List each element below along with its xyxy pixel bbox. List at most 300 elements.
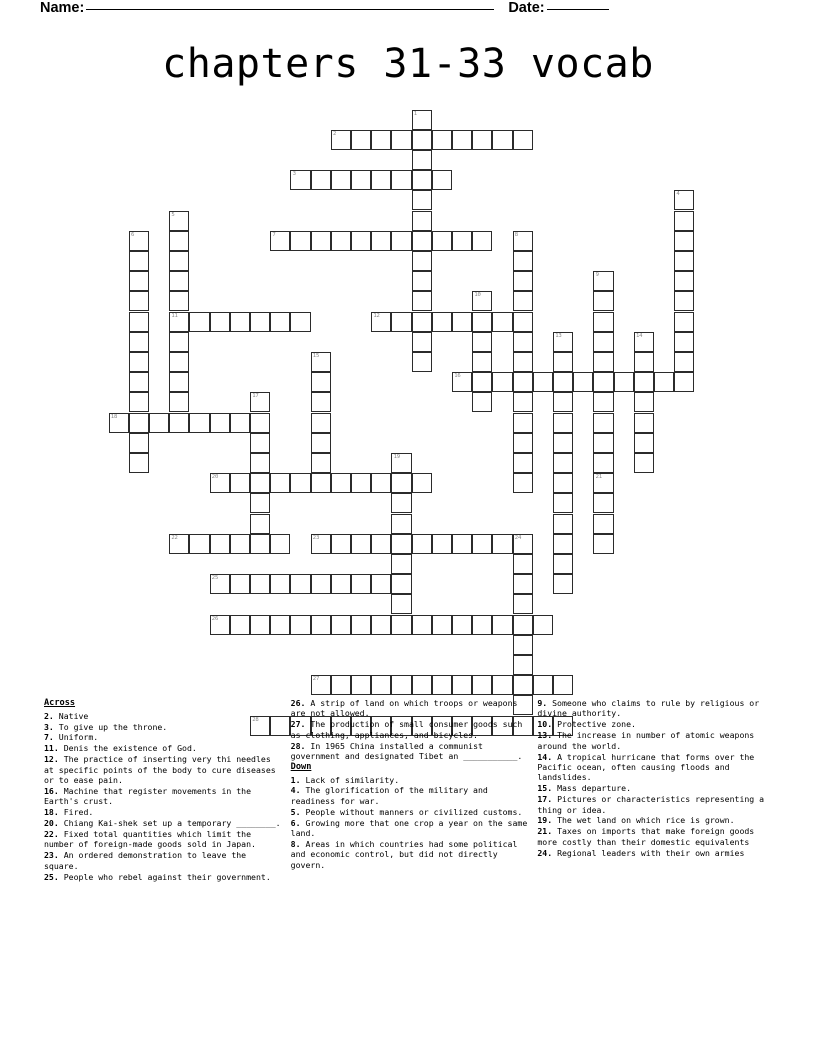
grid-cell[interactable] <box>553 534 573 554</box>
grid-cell[interactable] <box>472 231 492 251</box>
grid-cell[interactable] <box>210 574 230 594</box>
grid-cell[interactable] <box>371 130 391 150</box>
grid-cell[interactable] <box>351 473 371 493</box>
grid-cell[interactable] <box>412 312 432 332</box>
clue-number: 15. <box>537 783 553 794</box>
grid-cell[interactable] <box>593 453 613 473</box>
grid-cell[interactable] <box>412 211 432 231</box>
grid-cell[interactable] <box>674 291 694 311</box>
grid-cell[interactable] <box>432 534 452 554</box>
clue-across-18: 18. Fired. <box>44 807 94 818</box>
grid-cell[interactable] <box>412 170 432 190</box>
grid-cell[interactable] <box>654 372 674 392</box>
clue-across-16: 16. Machine that register movements in the Earth's crust. <box>44 785 252 807</box>
grid-cell[interactable] <box>250 574 270 594</box>
grid-cell[interactable] <box>189 534 209 554</box>
grid-cell[interactable] <box>250 453 270 473</box>
grid-cell[interactable] <box>533 372 553 392</box>
grid-cell[interactable] <box>674 372 694 392</box>
grid-cell[interactable] <box>270 534 290 554</box>
grid-cell[interactable] <box>634 453 654 473</box>
grid-cell[interactable] <box>331 574 351 594</box>
clue-across-28: 28. In 1965 China installed a communist government and designated Tibet an ___________. <box>290 740 523 762</box>
grid-cell[interactable] <box>169 413 189 433</box>
grid-cell[interactable] <box>371 231 391 251</box>
grid-cell[interactable] <box>513 130 533 150</box>
grid-cell[interactable] <box>492 312 512 332</box>
clue-number: 20. <box>44 818 59 829</box>
grid-cell-number: 10 <box>474 292 481 299</box>
grid-cell[interactable] <box>513 251 533 271</box>
grid-cell-number: 25 <box>211 575 219 582</box>
grid-cell[interactable] <box>432 675 452 695</box>
grid-cell-number: 1 <box>413 110 417 117</box>
grid-cell[interactable] <box>169 211 189 231</box>
grid-cell[interactable] <box>513 473 533 493</box>
grid-cell[interactable] <box>472 130 492 150</box>
grid-cell[interactable] <box>169 352 189 372</box>
grid-cell[interactable] <box>472 534 492 554</box>
grid-cell[interactable] <box>593 352 613 372</box>
grid-cell[interactable] <box>391 493 411 513</box>
clue-down-1: 1. Lack of similarity. <box>290 774 400 785</box>
clue-column-2 <box>291 698 538 968</box>
grid-cell[interactable] <box>593 534 613 554</box>
grid-cell[interactable] <box>513 231 533 251</box>
grid-cell[interactable] <box>452 312 472 332</box>
grid-cell[interactable] <box>371 312 391 332</box>
grid-cell[interactable] <box>351 231 371 251</box>
grid-cell[interactable] <box>513 655 533 675</box>
grid-cell[interactable] <box>210 534 230 554</box>
grid-cell[interactable] <box>311 574 331 594</box>
grid-cell[interactable] <box>351 574 371 594</box>
clue-number: 18. <box>44 807 59 818</box>
grid-cell[interactable] <box>391 534 411 554</box>
clue-across-12: 12. The practice of inserting very thi needles at specific points of the body to cure diseases or to ease pain. <box>44 754 276 786</box>
grid-cell-number: 13 <box>555 332 562 339</box>
page-title: chapters 31-33 vocab <box>162 41 654 87</box>
grid-cell[interactable] <box>331 615 351 635</box>
grid-cell-number: 2 <box>332 130 337 137</box>
grid-cell[interactable] <box>513 413 533 433</box>
clue-across-27: 27. The production of small consumer goods such as clothing, appliances, and bicycles. <box>290 719 523 740</box>
grid-cell[interactable] <box>250 534 270 554</box>
grid-cell[interactable] <box>674 352 694 372</box>
grid-cell[interactable] <box>169 392 189 412</box>
grid-cell[interactable] <box>674 312 694 332</box>
grid-cell[interactable] <box>553 453 573 473</box>
grid-cell[interactable] <box>189 312 209 332</box>
grid-cell[interactable] <box>371 615 391 635</box>
grid-cell[interactable] <box>513 291 533 311</box>
grid-cell-number: 24 <box>514 534 522 541</box>
grid-cell[interactable] <box>513 534 533 554</box>
grid-cell[interactable] <box>210 615 230 635</box>
grid-cell[interactable] <box>593 271 613 291</box>
grid-cell[interactable] <box>391 514 411 534</box>
grid-cell[interactable] <box>169 291 189 311</box>
grid-cell[interactable] <box>250 493 270 513</box>
grid-cell[interactable] <box>129 312 149 332</box>
clue-down-10: 10. Protective zone. <box>537 719 636 730</box>
grid-cell[interactable] <box>129 413 149 433</box>
grid-cell[interactable] <box>250 473 270 493</box>
grid-cell[interactable] <box>452 534 472 554</box>
grid-cell[interactable] <box>290 312 310 332</box>
grid-cell[interactable] <box>331 170 351 190</box>
down-heading: Down <box>290 761 312 772</box>
grid-cell[interactable] <box>513 392 533 412</box>
grid-cell[interactable] <box>311 392 331 412</box>
grid-cell[interactable] <box>492 615 512 635</box>
clue-down-19: 19. The wet land on which rice is grown. <box>537 815 735 826</box>
grid-cell[interactable] <box>311 675 331 695</box>
grid-cell[interactable] <box>290 615 310 635</box>
grid-cell[interactable] <box>331 473 351 493</box>
grid-cell[interactable] <box>412 231 432 251</box>
grid-cell[interactable] <box>250 615 270 635</box>
grid-cell[interactable] <box>391 170 411 190</box>
grid-cell[interactable] <box>230 615 250 635</box>
grid-cell[interactable] <box>513 433 533 453</box>
grid-cell[interactable] <box>129 433 149 453</box>
grid-cell[interactable] <box>412 473 432 493</box>
grid-cell[interactable] <box>412 271 432 291</box>
grid-cell[interactable] <box>311 231 331 251</box>
grid-cell[interactable] <box>129 392 149 412</box>
grid-cell[interactable] <box>553 554 573 574</box>
grid-cell-number: 23 <box>312 534 320 541</box>
grid-cell[interactable] <box>311 473 331 493</box>
grid-cell[interactable] <box>593 514 613 534</box>
grid-cell-number: 7 <box>272 231 276 238</box>
grid-cell[interactable] <box>432 130 452 150</box>
grid-cell[interactable] <box>391 453 411 473</box>
grid-cell[interactable] <box>311 170 331 190</box>
clue-number: 21. <box>537 826 553 837</box>
grid-cell[interactable] <box>311 453 331 473</box>
grid-cell[interactable] <box>634 392 654 412</box>
grid-cell-number: 11 <box>171 312 178 319</box>
grid-cell[interactable] <box>412 675 432 695</box>
grid-cell[interactable] <box>311 352 331 372</box>
grid-cell[interactable] <box>230 473 250 493</box>
grid-cell[interactable] <box>472 675 492 695</box>
clue-number: 3. <box>44 721 54 732</box>
grid-cell[interactable] <box>189 413 209 433</box>
grid-cell-number: 22 <box>171 534 178 541</box>
grid-cell[interactable] <box>553 332 573 352</box>
grid-cell[interactable] <box>674 271 694 291</box>
grid-cell[interactable] <box>614 372 634 392</box>
grid-cell-number: 15 <box>312 353 320 360</box>
grid-cell[interactable] <box>452 372 472 392</box>
grid-cell[interactable] <box>674 211 694 231</box>
clue-number: 23. <box>44 850 59 861</box>
grid-cell[interactable] <box>513 554 533 574</box>
grid-cell-number: 8 <box>514 231 518 238</box>
grid-cell[interactable] <box>270 574 290 594</box>
grid-cell[interactable] <box>290 473 310 493</box>
grid-cell[interactable] <box>533 615 553 635</box>
grid-cell[interactable] <box>412 332 432 352</box>
grid-cell[interactable] <box>472 312 492 332</box>
grid-cell[interactable] <box>391 594 411 614</box>
grid-cell[interactable] <box>311 433 331 453</box>
grid-cell[interactable] <box>432 170 452 190</box>
grid-cell[interactable] <box>371 574 391 594</box>
grid-cell[interactable] <box>250 433 270 453</box>
clue-across-20: 20. Chiang Kai-shek set up a temporary ________. <box>44 818 281 829</box>
grid-cell[interactable] <box>250 392 270 412</box>
grid-cell[interactable] <box>169 251 189 271</box>
grid-cell[interactable] <box>250 514 270 534</box>
grid-cell[interactable] <box>391 312 411 332</box>
grid-cell[interactable] <box>129 251 149 271</box>
grid-cell[interactable] <box>230 534 250 554</box>
grid-cell[interactable] <box>230 574 250 594</box>
clue-number: 27. <box>290 719 306 730</box>
grid-cell[interactable] <box>169 312 189 332</box>
grid-cell-number: 5 <box>171 211 175 218</box>
grid-cell[interactable] <box>270 231 290 251</box>
grid-cell[interactable] <box>634 433 654 453</box>
grid-cell[interactable] <box>593 493 613 513</box>
grid-cell[interactable] <box>210 473 230 493</box>
grid-cell[interactable] <box>593 312 613 332</box>
grid-cell-number: 9 <box>595 272 599 279</box>
grid-cell[interactable] <box>553 473 573 493</box>
grid-cell[interactable] <box>452 615 472 635</box>
grid-cell[interactable] <box>412 251 432 271</box>
grid-cell[interactable] <box>452 231 472 251</box>
grid-cell-number: 26 <box>211 615 219 622</box>
grid-cell[interactable] <box>553 675 573 695</box>
clue-number: 4. <box>290 785 301 796</box>
grid-cell[interactable] <box>634 352 654 372</box>
grid-cell[interactable] <box>412 150 432 170</box>
clue-number: 25. <box>44 871 59 882</box>
clue-number: 2. <box>44 710 54 721</box>
grid-cell[interactable] <box>513 574 533 594</box>
grid-cell[interactable] <box>472 615 492 635</box>
grid-cell[interactable] <box>371 170 391 190</box>
grid-cell[interactable] <box>412 291 432 311</box>
grid-cell[interactable] <box>371 534 391 554</box>
grid-cell[interactable] <box>492 534 512 554</box>
grid-cell[interactable] <box>210 413 230 433</box>
grid-cell[interactable] <box>351 675 371 695</box>
grid-cell[interactable] <box>270 473 290 493</box>
grid-cell[interactable] <box>129 291 149 311</box>
grid-cell[interactable] <box>472 332 492 352</box>
clue-number: 11. <box>44 743 59 754</box>
grid-cell[interactable] <box>371 675 391 695</box>
clue-across-23: 23. An ordered demonstration to leave the square. <box>44 850 247 871</box>
grid-cell[interactable] <box>412 130 432 150</box>
grid-cell[interactable] <box>553 392 573 412</box>
grid-cell[interactable] <box>492 130 512 150</box>
grid-cell[interactable] <box>412 110 432 130</box>
grid-cell[interactable] <box>674 231 694 251</box>
grid-cell[interactable] <box>432 312 452 332</box>
grid-cell[interactable] <box>169 372 189 392</box>
grid-cell[interactable] <box>513 675 533 695</box>
grid-cell[interactable] <box>230 413 250 433</box>
clue-number: 13. <box>537 730 553 741</box>
grid-cell[interactable] <box>553 352 573 372</box>
grid-cell[interactable] <box>129 231 149 251</box>
grid-cell[interactable] <box>290 231 310 251</box>
grid-cell[interactable] <box>412 352 432 372</box>
grid-cell[interactable] <box>593 433 613 453</box>
grid-cell[interactable] <box>412 615 432 635</box>
grid-cell[interactable] <box>593 473 613 493</box>
grid-cell[interactable] <box>391 130 411 150</box>
grid-cell[interactable] <box>634 413 654 433</box>
grid-cell[interactable] <box>391 615 411 635</box>
grid-cell[interactable] <box>331 231 351 251</box>
grid-cell[interactable] <box>674 251 694 271</box>
grid-cell[interactable] <box>492 675 512 695</box>
clue-across-25: 25. People who rebel against their government. <box>44 871 271 882</box>
grid-cell[interactable] <box>129 372 149 392</box>
grid-cell[interactable] <box>169 332 189 352</box>
grid-cell[interactable] <box>513 594 533 614</box>
grid-cell[interactable] <box>593 413 613 433</box>
grid-cell[interactable] <box>129 352 149 372</box>
grid-cell[interactable] <box>250 312 270 332</box>
grid-cell[interactable] <box>351 615 371 635</box>
grid-cell[interactable] <box>351 130 371 150</box>
clue-number: 22. <box>44 829 59 840</box>
clue-number: 26. <box>290 698 306 708</box>
grid-cell[interactable] <box>331 675 351 695</box>
grid-cell[interactable] <box>513 615 533 635</box>
grid-cell[interactable] <box>351 170 371 190</box>
grid-cell[interactable] <box>351 534 371 554</box>
grid-cell[interactable] <box>371 473 391 493</box>
grid-cell[interactable] <box>452 130 472 150</box>
grid-cell[interactable] <box>391 231 411 251</box>
grid-cell-number: 4 <box>676 191 680 198</box>
grid-cell[interactable] <box>573 372 593 392</box>
grid-cell[interactable] <box>513 372 533 392</box>
grid-cell[interactable] <box>553 372 573 392</box>
grid-cell[interactable] <box>412 190 432 210</box>
grid-cell[interactable] <box>432 615 452 635</box>
grid-cell[interactable] <box>311 534 331 554</box>
grid-cell[interactable] <box>391 675 411 695</box>
clue-number: 19. <box>537 815 553 826</box>
grid-cell[interactable] <box>513 352 533 372</box>
grid-cell[interactable] <box>129 453 149 473</box>
grid-cell[interactable] <box>290 574 310 594</box>
clue-across-2: 2. Native <box>44 710 89 721</box>
clue-across-7: 7. Uniform. <box>44 732 99 743</box>
grid-cell-number: 18 <box>110 413 118 420</box>
grid-cell[interactable] <box>472 392 492 412</box>
grid-cell[interactable] <box>513 332 533 352</box>
grid-cell[interactable] <box>593 291 613 311</box>
grid-cell[interactable] <box>492 372 512 392</box>
grid-cell-number: 27 <box>312 676 320 683</box>
clue-number: 9. <box>537 698 548 708</box>
grid-cell[interactable] <box>230 312 250 332</box>
grid-cell[interactable] <box>593 372 613 392</box>
grid-cell[interactable] <box>109 413 129 433</box>
clue-number: 12. <box>44 754 59 765</box>
clue-down-8: 8. Areas in which countries had some political and economic control, but did not directly govern. <box>290 838 518 870</box>
clue-column-1 <box>44 698 291 968</box>
clue-number: 24. <box>537 847 553 858</box>
date-label: Date: <box>508 0 545 16</box>
grid-cell[interactable] <box>432 231 452 251</box>
grid-cell[interactable] <box>391 473 411 493</box>
clue-across-22: 22. Fixed total quantities which limit the number of foreign-made goods sold in Japan. <box>44 829 256 850</box>
grid-cell[interactable] <box>331 130 351 150</box>
grid-cell[interactable] <box>472 372 492 392</box>
grid-cell[interactable] <box>472 352 492 372</box>
grid-cell[interactable] <box>674 190 694 210</box>
grid-cell[interactable] <box>129 332 149 352</box>
grid-cell[interactable] <box>391 574 411 594</box>
grid-cell[interactable] <box>513 312 533 332</box>
grid-cell[interactable] <box>331 534 351 554</box>
grid-cell[interactable] <box>634 332 654 352</box>
clue-number: 10. <box>537 719 553 730</box>
grid-cell[interactable] <box>472 291 492 311</box>
grid-cell[interactable] <box>674 332 694 352</box>
grid-cell[interactable] <box>210 312 230 332</box>
grid-cell[interactable] <box>270 312 290 332</box>
grid-cell[interactable] <box>593 332 613 352</box>
grid-cell[interactable] <box>270 615 290 635</box>
grid-cell[interactable] <box>553 413 573 433</box>
grid-cell[interactable] <box>311 372 331 392</box>
grid-cell[interactable] <box>452 675 472 695</box>
grid-cell[interactable] <box>290 170 310 190</box>
grid-cell-number: 19 <box>393 454 400 461</box>
grid-cell[interactable] <box>311 413 331 433</box>
grid-cell-number: 16 <box>454 373 461 380</box>
grid-cell[interactable] <box>553 514 573 534</box>
clue-down-14: 14. A tropical hurricane that forms over the Pacific ocean, often causing floods and landslides. <box>537 751 755 783</box>
grid-cell[interactable] <box>593 392 613 412</box>
clue-down-6: 6. Growing more that one crop a year on the same land. <box>290 817 528 839</box>
grid-cell[interactable] <box>169 534 189 554</box>
grid-cell[interactable] <box>311 615 331 635</box>
grid-cell[interactable] <box>513 635 533 655</box>
grid-cell[interactable] <box>129 271 149 291</box>
grid-cell[interactable] <box>169 231 189 251</box>
grid-cell[interactable] <box>553 574 573 594</box>
grid-cell[interactable] <box>634 372 654 392</box>
grid-cell[interactable] <box>250 413 270 433</box>
grid-cell[interactable] <box>513 453 533 473</box>
grid-cell[interactable] <box>149 413 169 433</box>
grid-cell[interactable] <box>533 675 553 695</box>
grid-cell[interactable] <box>553 493 573 513</box>
grid-cell[interactable] <box>169 271 189 291</box>
grid-cell[interactable] <box>412 534 432 554</box>
grid-cell[interactable] <box>553 433 573 453</box>
clue-down-15: 15. Mass departure. <box>537 783 632 794</box>
across-heading: Across <box>44 698 76 708</box>
grid-cell[interactable] <box>391 554 411 574</box>
grid-cell[interactable] <box>513 271 533 291</box>
